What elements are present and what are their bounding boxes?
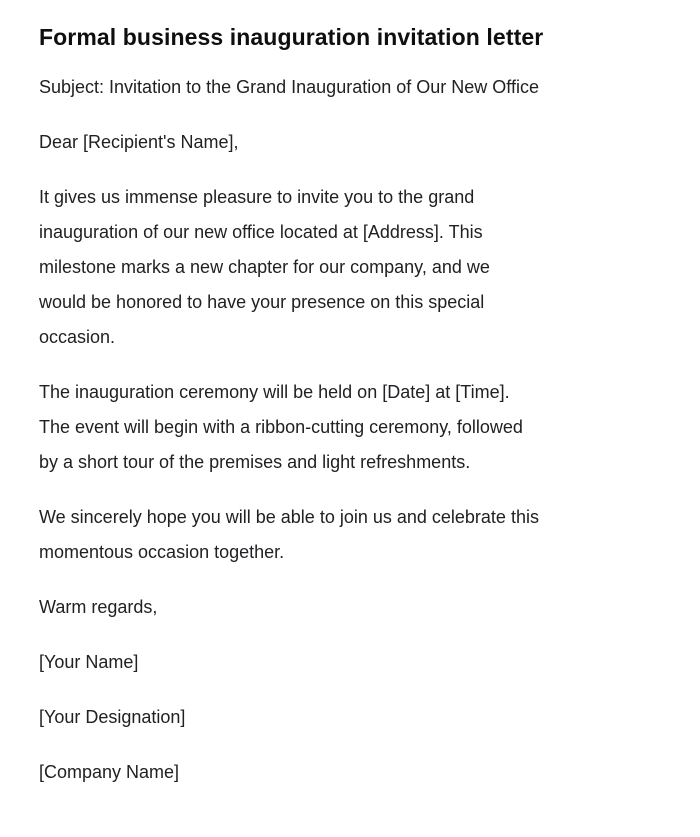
page-title: Formal business inauguration invitation letter [39, 24, 544, 50]
paragraph-line: momentous occasion together. [39, 542, 285, 562]
paragraph-line: It gives us immense pleasure to invite you to the grand [39, 187, 475, 207]
signature-line: [Company Name] [39, 762, 180, 782]
body-paragraph-1 [39, 180, 670, 355]
signature-name [39, 645, 670, 680]
paragraph-line: The event will begin with a ribbon-cutting ceremony, followed [39, 417, 523, 437]
signature-designation [39, 700, 670, 735]
greeting-line: Dear [Recipient's Name], [39, 132, 239, 152]
closing-line: Warm regards, [39, 597, 158, 617]
paragraph-line: by a short tour of the premises and light refreshments. [39, 452, 471, 472]
signature-line: [Your Name] [39, 652, 139, 672]
signature-company [39, 755, 670, 790]
body-paragraph-3 [39, 500, 670, 570]
subject-paragraph [39, 70, 670, 105]
signature-line: [Your Designation] [39, 707, 186, 727]
paragraph-line: The inauguration ceremony will be held on [Date] at [Time]. [39, 382, 510, 402]
closing-paragraph [39, 590, 670, 625]
paragraph-line: We sincerely hope you will be able to join us and celebrate this [39, 507, 539, 527]
greeting-paragraph [39, 125, 670, 160]
paragraph-line: milestone marks a new chapter for our company, and we [39, 257, 490, 277]
subject-line: Subject: Invitation to the Grand Inauguration of Our New Office [39, 77, 539, 97]
paragraph-line: occasion. [39, 327, 116, 347]
body-paragraph-2 [39, 375, 670, 480]
paragraph-line: would be honored to have your presence on this special [39, 292, 485, 312]
paragraph-line: inauguration of our new office located at [Address]. This [39, 222, 483, 242]
